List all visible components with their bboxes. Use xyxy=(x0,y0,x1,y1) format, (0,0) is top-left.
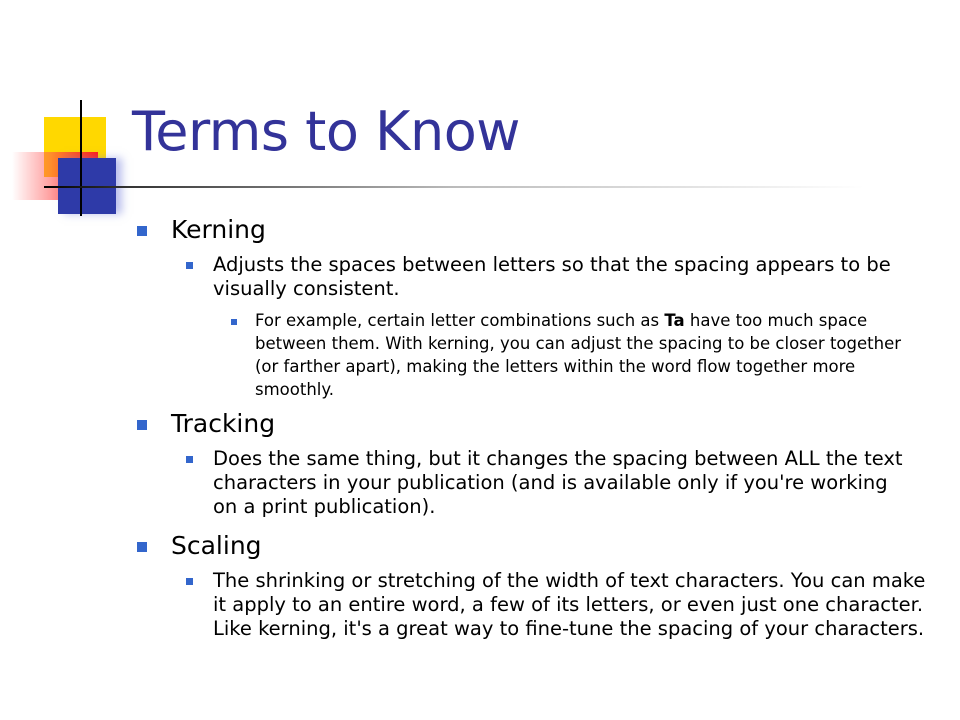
sub-sub-bullet-marker xyxy=(231,319,237,325)
scaling-definition: The shrinking or stretching of the width of text characters. You can make it apply to an entire word, a few of its letters, or even just one character. Like kerning, it's a great way to fine-tune the spacing of your characters. xyxy=(213,569,926,640)
bullet-marker xyxy=(137,542,147,552)
sub-bullet-marker xyxy=(186,262,193,269)
kerning-example-bold: Ta xyxy=(664,311,685,330)
title-underline xyxy=(44,186,864,188)
kerning-example-before: For example, certain letter combinations such as xyxy=(255,311,665,330)
bullet-tracking: Tracking xyxy=(171,409,276,438)
sub-bullet-marker xyxy=(186,578,193,585)
tracking-definition: Does the same thing, but it changes the spacing between ALL the text characters in your publication (and is available only if you're working on a print publication). xyxy=(213,447,903,518)
bullet-scaling: Scaling xyxy=(171,531,262,560)
kerning-example xyxy=(255,309,915,401)
decor-vertical-line xyxy=(80,100,82,216)
sub-bullet-marker xyxy=(186,456,193,463)
bullet-marker xyxy=(137,226,147,236)
slide-title: Terms to Know xyxy=(132,100,520,163)
bullet-kerning: Kerning xyxy=(171,215,266,244)
bullet-marker xyxy=(137,420,147,430)
kerning-example-after: have too much space between them. With kerning, you can adjust the spacing to be closer together (or farther apart), making the letters within the word flow together more smoothly. xyxy=(255,311,901,399)
kerning-definition: Adjusts the spaces between letters so that the spacing appears to be visually consistent. xyxy=(213,253,891,300)
